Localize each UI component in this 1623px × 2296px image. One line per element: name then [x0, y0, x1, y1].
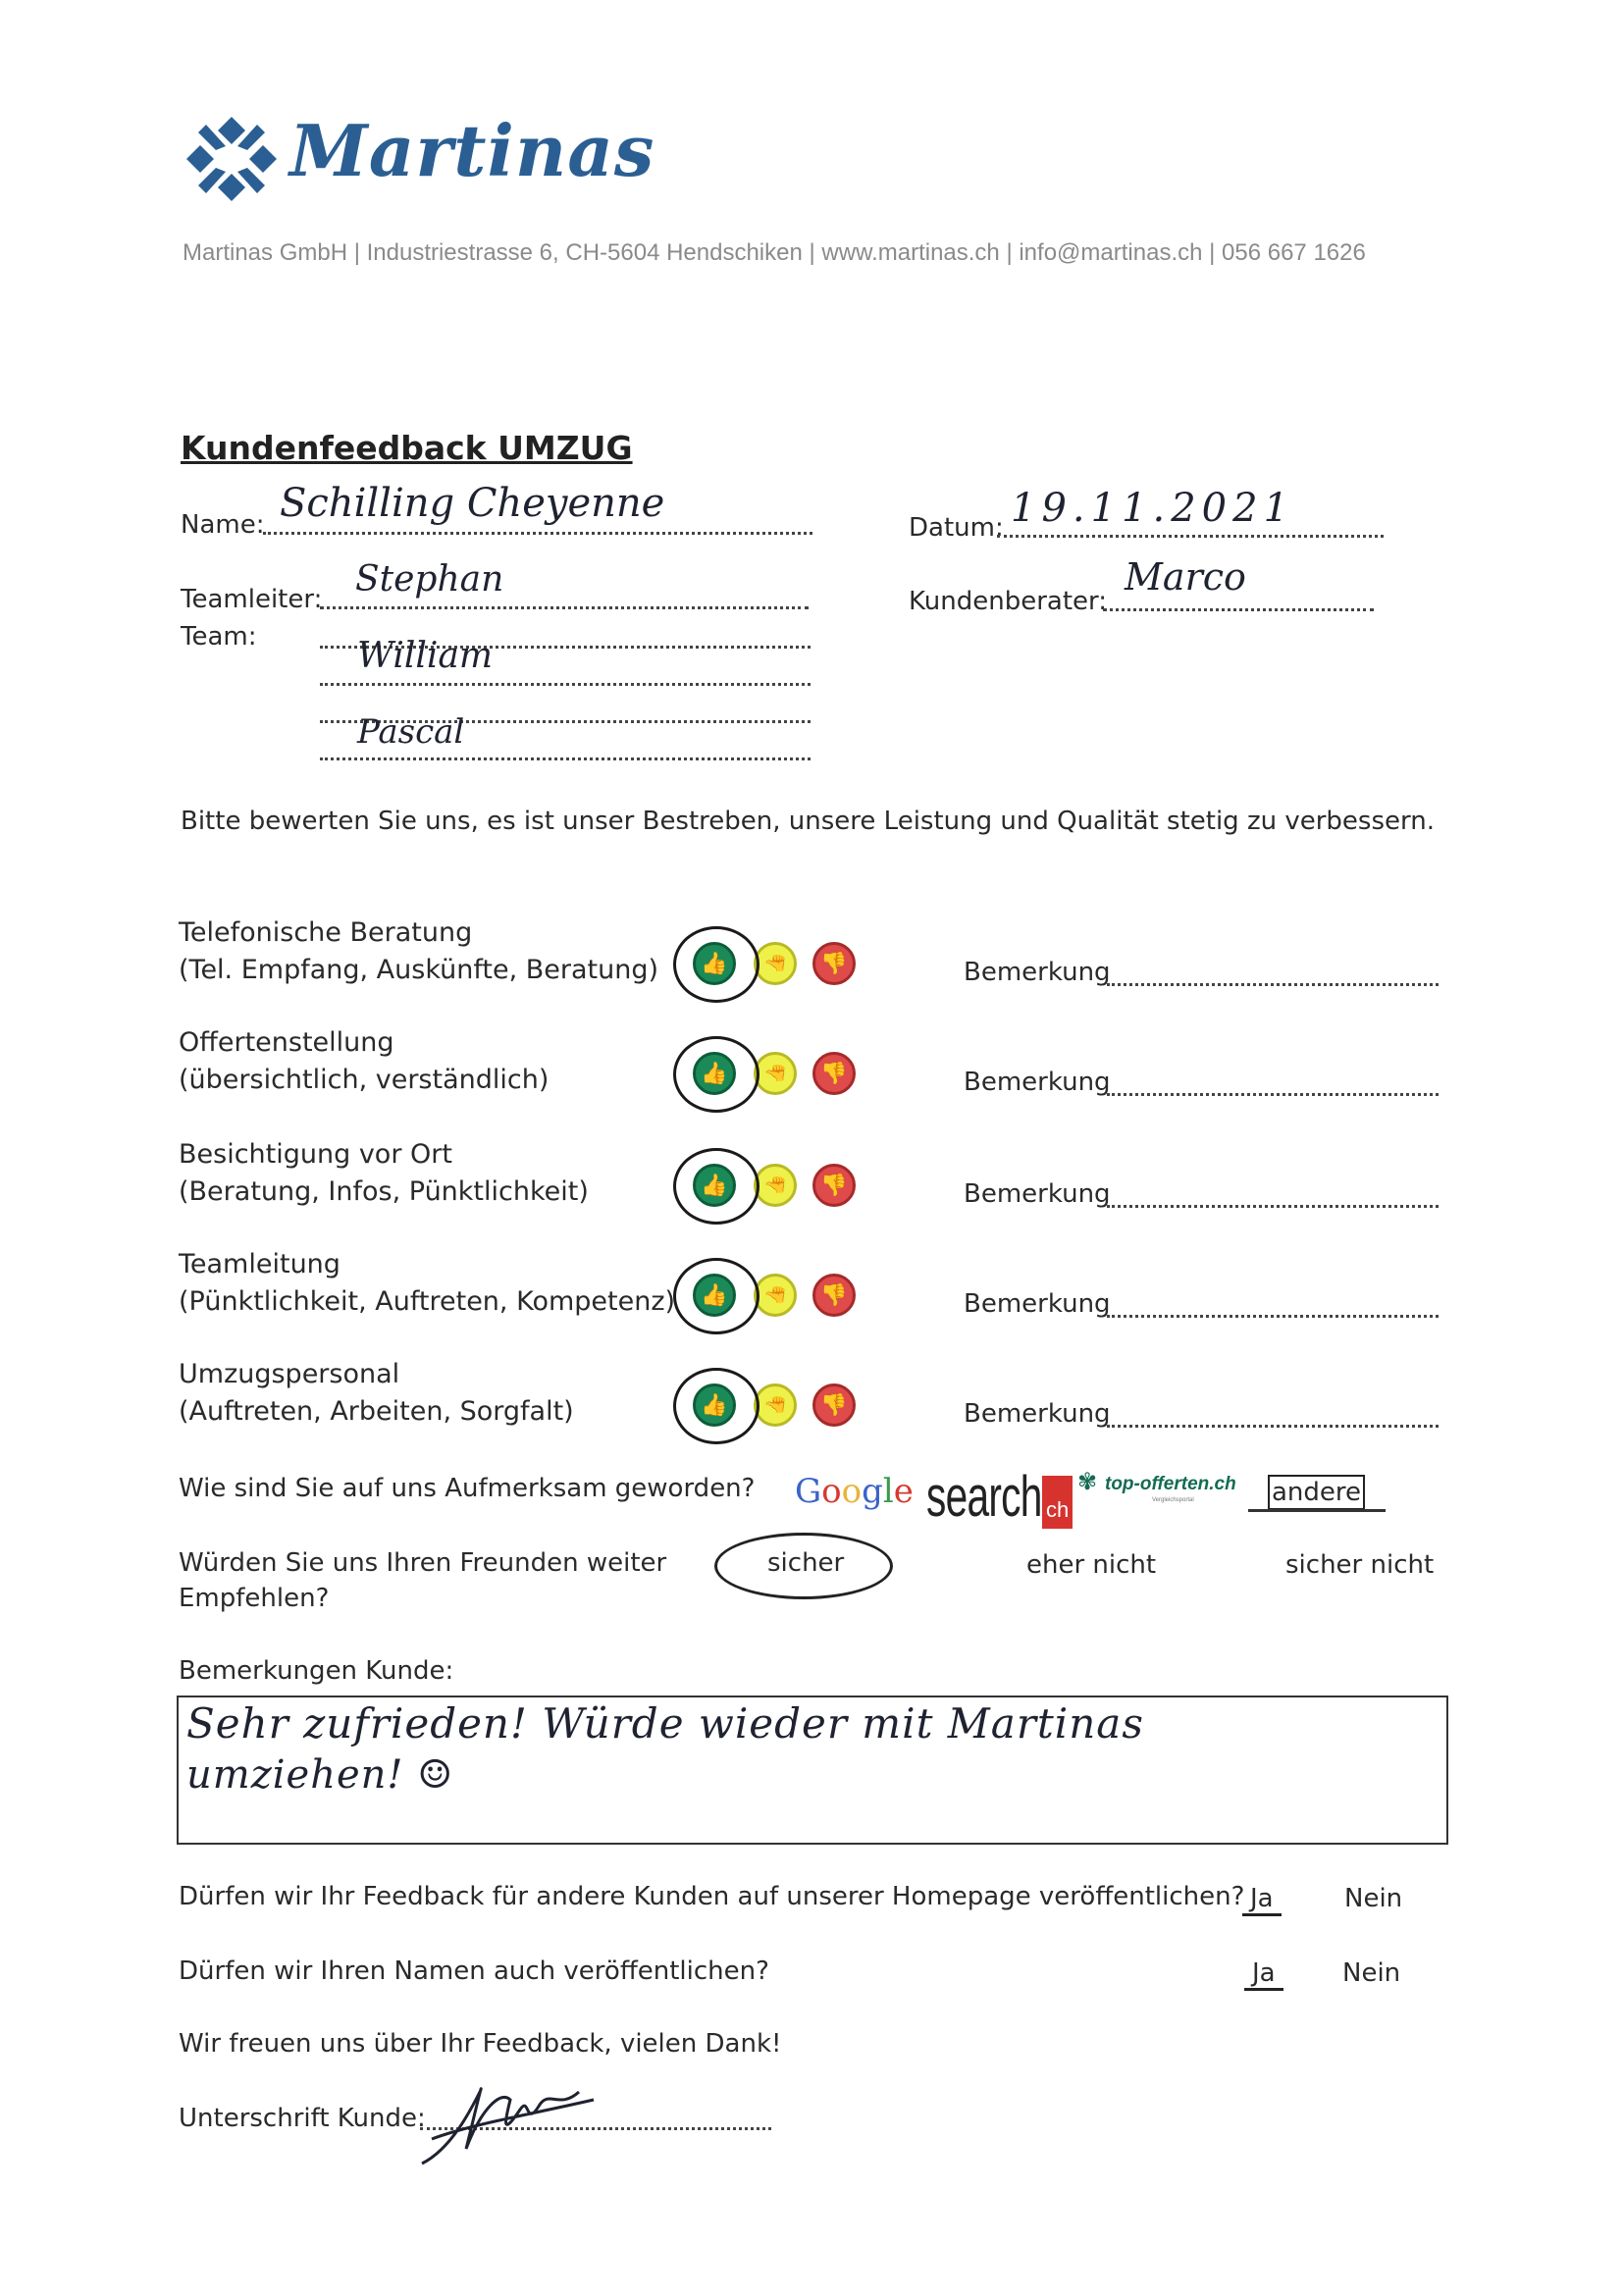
- rating-subtitle: (Tel. Empfang, Auskünfte, Beratung): [179, 955, 659, 985]
- rating-subtitle: (Beratung, Infos, Pünktlichkeit): [179, 1176, 589, 1207]
- topofferten-star-icon: ✾: [1077, 1469, 1098, 1495]
- google-letter: G: [795, 1472, 822, 1511]
- thumbs-sideways-icon: 👍: [764, 1393, 785, 1417]
- publish-q1-no[interactable]: Nein: [1344, 1884, 1403, 1913]
- thumbs-sideways-icon: 👍: [764, 1283, 785, 1307]
- team-line-2: [320, 683, 811, 686]
- publish-question-2: Dürfen wir Ihren Namen auch veröffentlichen?: [179, 1957, 769, 1986]
- recommend-question-1: Würden Sie uns Ihren Freunden weiter: [179, 1548, 667, 1578]
- rating-title: Umzugspersonal: [179, 1359, 400, 1389]
- rating-remark-line[interactable]: [1107, 1205, 1439, 1208]
- thumbs-up-icon: 👍: [701, 1061, 728, 1085]
- rating-remark-label: Bemerkung: [964, 1179, 1111, 1209]
- search-ch-badge: ch: [1042, 1476, 1073, 1529]
- rating-row: [0, 1246, 1623, 1344]
- rating-remark-label: Bemerkung: [964, 1068, 1111, 1097]
- rating-remark-label: Bemerkung: [964, 1399, 1111, 1429]
- rating-remark-line[interactable]: [1107, 983, 1439, 986]
- rating-subtitle: (übersichtlich, verständlich): [179, 1065, 550, 1095]
- comments-label: Bemerkungen Kunde:: [179, 1656, 454, 1686]
- rating-remark-line[interactable]: [1107, 1093, 1439, 1096]
- topofferten-subtext: Vergleichsportal: [1152, 1497, 1194, 1503]
- rating-title: Telefonische Beratung: [179, 917, 473, 948]
- team-label: Team:: [181, 622, 257, 652]
- name-line: [263, 532, 812, 535]
- logo-star-icon: [186, 117, 277, 201]
- logo-text: Martinas: [289, 109, 655, 192]
- thumbs-sideways-icon[interactable]: [754, 1164, 797, 1207]
- other-underline: [1248, 1509, 1386, 1512]
- logo: [186, 109, 775, 211]
- thumbs-down-icon: 👎: [820, 1061, 848, 1085]
- rating-selection-ring: [673, 1368, 759, 1444]
- rating-title: Teamleitung: [179, 1249, 340, 1279]
- rating-remark-label: Bemerkung: [964, 958, 1111, 987]
- thanks-text: Wir freuen uns über Ihr Feedback, vielen Dank!: [179, 2029, 782, 2059]
- rating-selection-ring: [673, 1148, 759, 1225]
- thumbs-sideways-icon[interactable]: [754, 942, 797, 985]
- kundenberater-line: [1103, 608, 1374, 611]
- rating-title: Offertenstellung: [179, 1027, 394, 1058]
- comments-box[interactable]: [177, 1696, 1448, 1845]
- publish-q1-yes[interactable]: Ja: [1242, 1884, 1282, 1916]
- thumbs-sideways-icon: 👍: [764, 1174, 785, 1197]
- thumbs-sideways-icon[interactable]: [754, 1383, 797, 1427]
- recommend-question-2: Empfehlen?: [179, 1584, 330, 1613]
- topofferten-option[interactable]: [1077, 1469, 1254, 1511]
- google-letter: l: [882, 1472, 894, 1511]
- search-logo-text: search: [926, 1465, 1042, 1529]
- teamleiter-value: Stephan: [355, 559, 504, 600]
- recommend-option-sicher[interactable]: sicher: [767, 1548, 845, 1578]
- google-letter: g: [862, 1472, 883, 1511]
- thumbs-down-icon[interactable]: [812, 1383, 856, 1427]
- rating-title: Besichtigung vor Ort: [179, 1139, 452, 1170]
- google-letter: o: [821, 1472, 842, 1511]
- google-letter: e: [893, 1472, 914, 1511]
- other-option[interactable]: andere: [1268, 1475, 1365, 1510]
- team-member-4: Pascal: [357, 712, 465, 752]
- rating-row: [0, 914, 1623, 1013]
- rating-remark-label: Bemerkung: [964, 1289, 1111, 1319]
- datum-line: [997, 535, 1384, 538]
- thumbs-sideways-icon[interactable]: [754, 1274, 797, 1317]
- rating-row: [0, 1356, 1623, 1454]
- thumbs-down-icon: 👎: [820, 1173, 848, 1197]
- team-member-2: William: [357, 636, 494, 676]
- rating-remark-line[interactable]: [1107, 1315, 1439, 1318]
- rating-selection-ring: [673, 1036, 759, 1113]
- recommend-option-sicher-nicht[interactable]: sicher nicht: [1285, 1550, 1435, 1580]
- publish-question-1: Dürfen wir Ihr Feedback für andere Kunden auf unserer Homepage veröffentlichen?: [179, 1882, 1245, 1911]
- thumbs-down-icon[interactable]: [812, 1052, 856, 1095]
- recommend-option-eher-nicht[interactable]: eher nicht: [1026, 1550, 1157, 1580]
- thumbs-up-icon: 👍: [701, 1282, 728, 1307]
- thumbs-sideways-icon: 👍: [764, 1062, 785, 1085]
- teamleiter-label: Teamleiter:: [181, 585, 323, 614]
- google-option[interactable]: [795, 1472, 914, 1511]
- rating-selection-ring: [673, 926, 759, 1003]
- intro-text: Bitte bewerten Sie uns, es ist unser Bestreben, unsere Leistung und Qualität stetig zu verbessern.: [181, 807, 1435, 836]
- rating-subtitle: (Pünktlichkeit, Auftreten, Kompetenz): [179, 1286, 676, 1317]
- rating-selection-ring: [673, 1258, 759, 1334]
- datum-value: 19.11.2021: [1011, 486, 1295, 531]
- kundenberater-label: Kundenberater:: [909, 587, 1107, 616]
- comments-line-1: Sehr zufrieden! Würde wieder mit Martinas: [186, 1699, 1144, 1748]
- thumbs-down-icon: 👎: [820, 951, 848, 975]
- datum-label: Datum:: [909, 513, 1004, 543]
- google-letter: o: [841, 1472, 863, 1511]
- thumbs-up-icon: 👍: [701, 1173, 728, 1197]
- thumbs-down-icon: 👎: [820, 1392, 848, 1417]
- name-label: Name:: [181, 510, 265, 540]
- publish-q2-no[interactable]: Nein: [1342, 1958, 1401, 1988]
- thumbs-down-icon[interactable]: [812, 1274, 856, 1317]
- rating-row: [0, 1024, 1623, 1122]
- company-info: Martinas GmbH | Industriestrasse 6, CH-5604 Hendschiken | www.martinas.ch | info@martinas.ch | 056 667 1626: [183, 239, 1366, 266]
- publish-q2-yes[interactable]: Ja: [1244, 1958, 1283, 1991]
- thumbs-down-icon[interactable]: [812, 942, 856, 985]
- teamleiter-line: [320, 606, 809, 609]
- rating-row: [0, 1136, 1623, 1234]
- thumbs-up-icon: 👍: [701, 951, 728, 975]
- rating-subtitle: (Auftreten, Arbeiten, Sorgfalt): [179, 1396, 574, 1427]
- thumbs-up-icon: 👍: [701, 1392, 728, 1417]
- search-ch-option[interactable]: [926, 1465, 1073, 1531]
- form-title: Kundenfeedback UMZUG: [181, 429, 633, 467]
- comments-line-2: umziehen! ☺: [186, 1752, 454, 1798]
- name-value: Schilling Cheyenne: [280, 481, 665, 526]
- thumbs-sideways-icon[interactable]: [754, 1052, 797, 1095]
- kundenberater-value: Marco: [1125, 555, 1246, 599]
- team-line-4: [320, 757, 811, 760]
- source-question: Wie sind Sie auf uns Aufmerksam geworden?: [179, 1474, 756, 1503]
- rating-remark-line[interactable]: [1107, 1425, 1439, 1428]
- thumbs-sideways-icon: 👍: [764, 952, 785, 975]
- signature-scribble: [412, 2070, 608, 2178]
- signature-label: Unterschrift Kunde:: [179, 2104, 426, 2133]
- thumbs-down-icon: 👎: [820, 1282, 848, 1307]
- topofferten-text: top-offerten.ch: [1105, 1474, 1236, 1494]
- thumbs-down-icon[interactable]: [812, 1164, 856, 1207]
